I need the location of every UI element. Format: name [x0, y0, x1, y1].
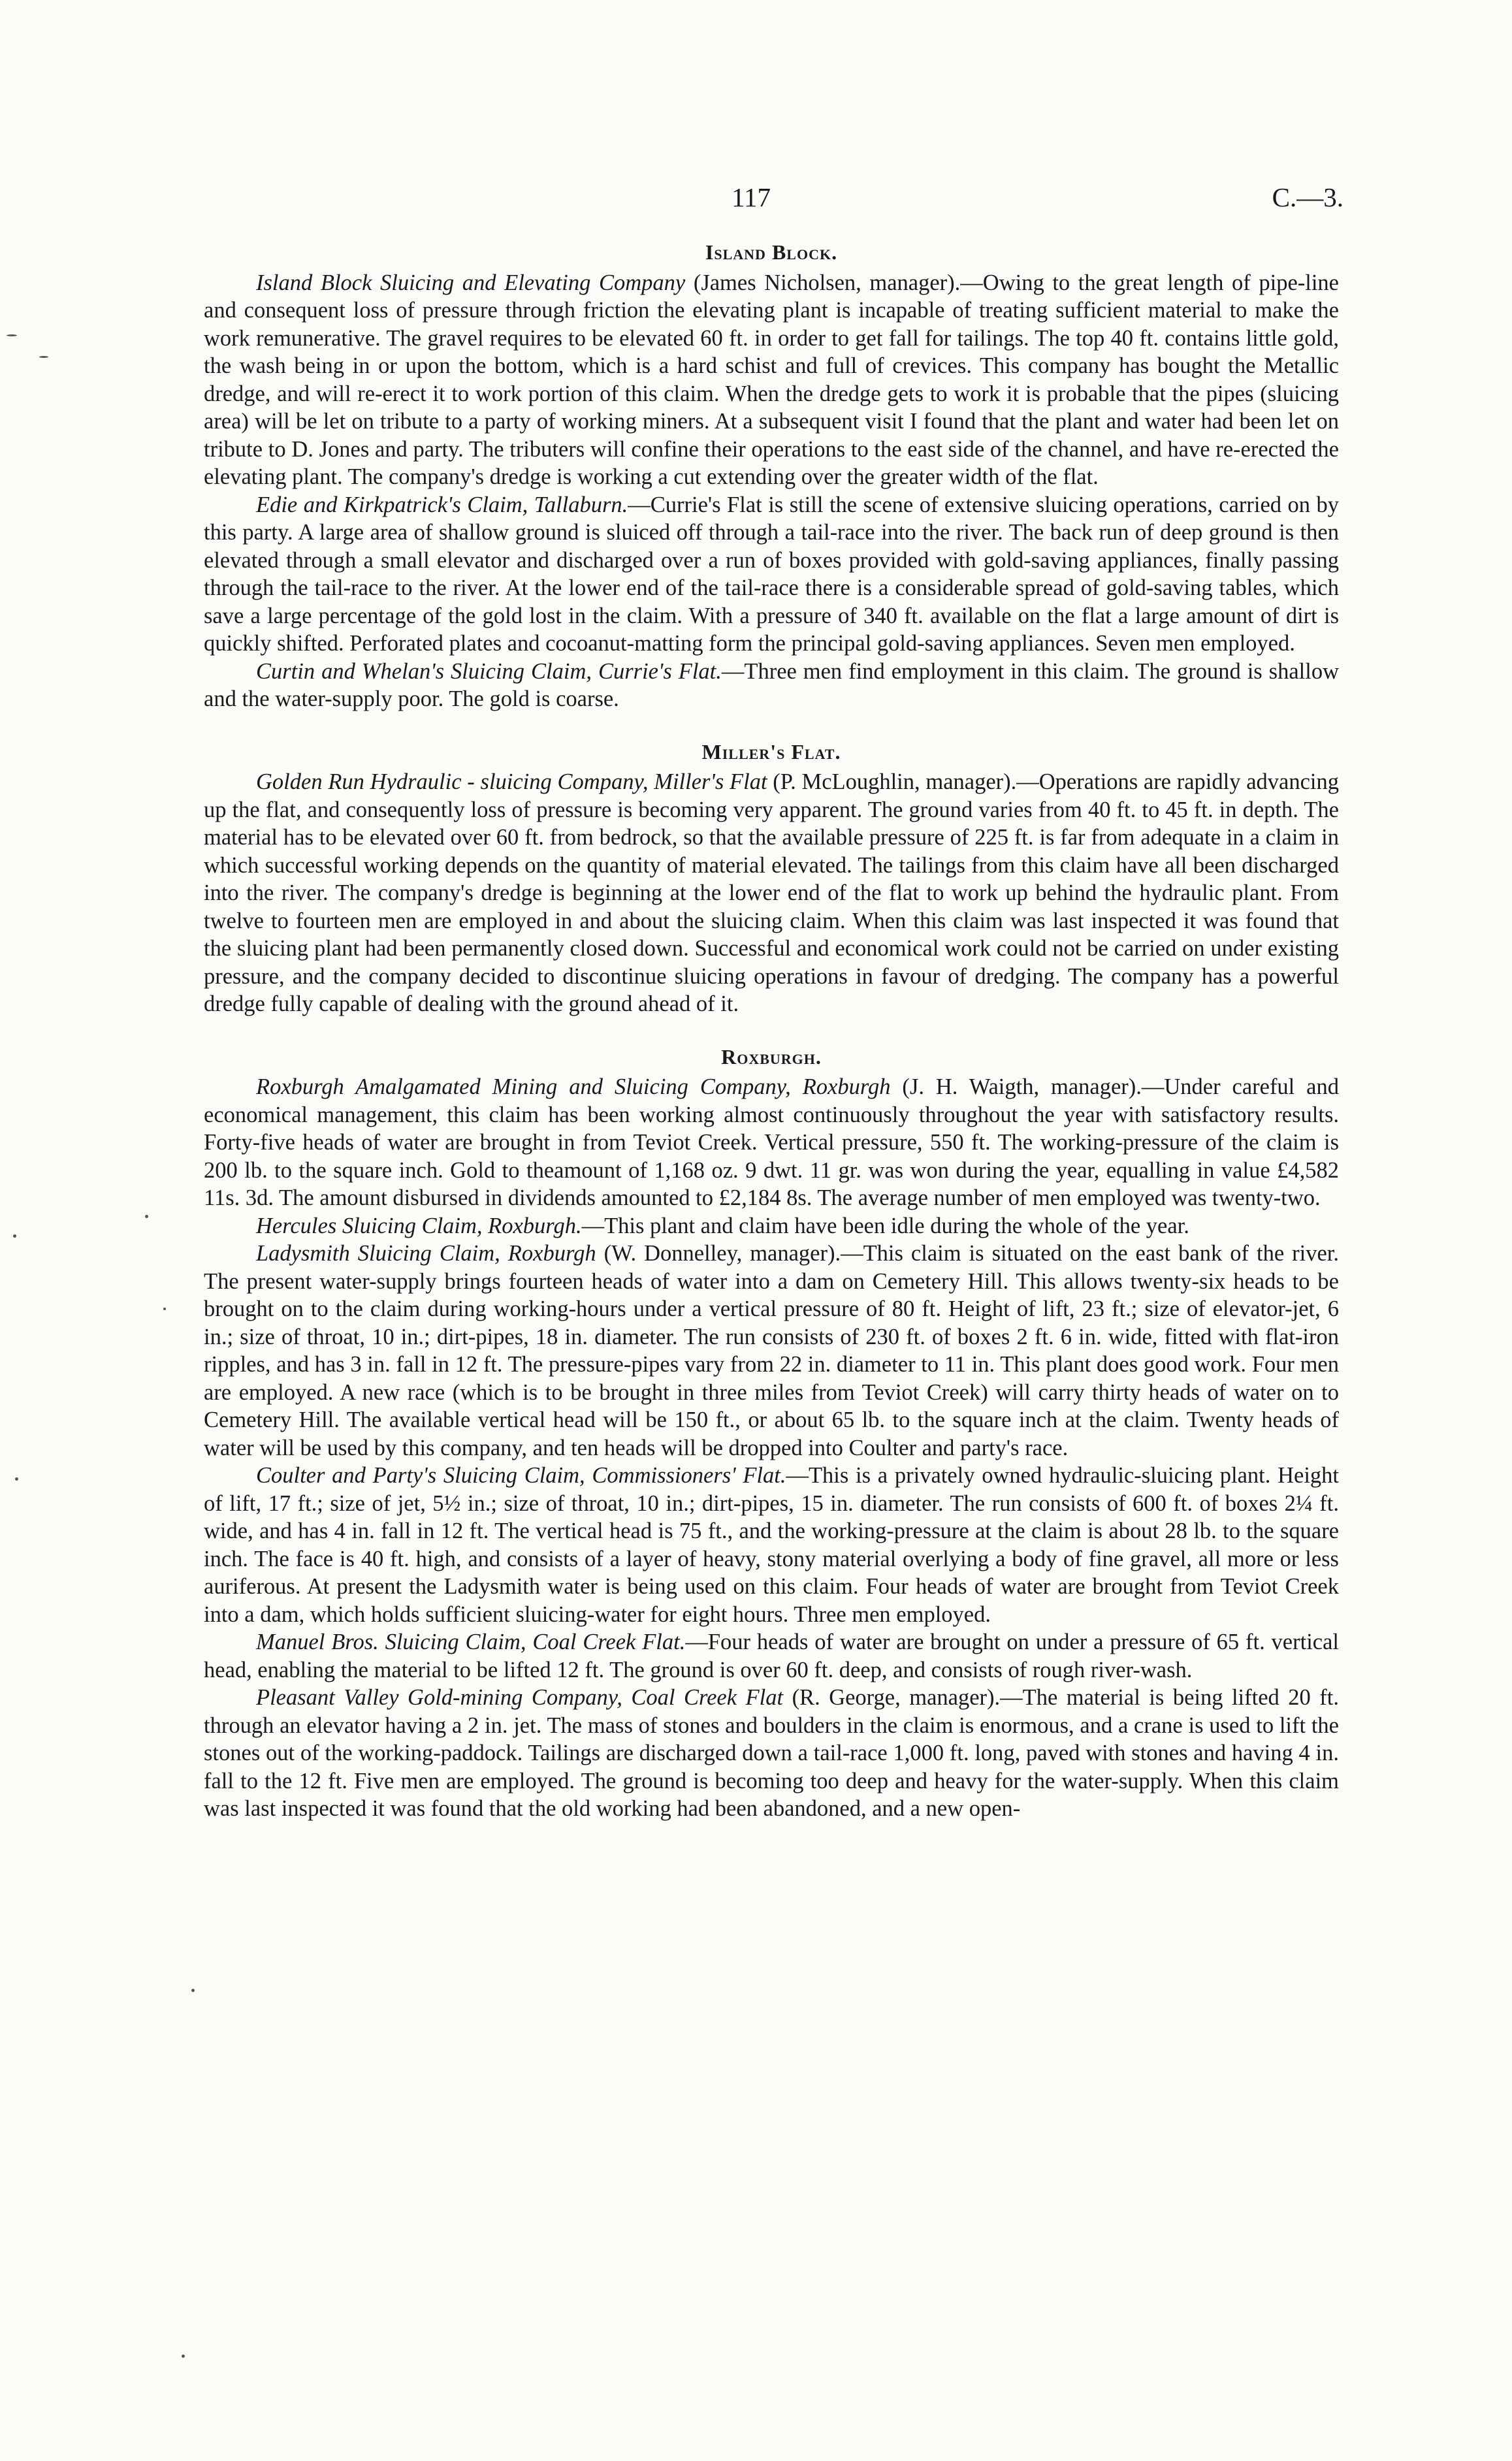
paragraph-text: (J. H. Waigth, manager).—Under careful and economical management, this claim has been working almost continuously throughout the year with satisfactory results. Forty-five heads of water are brought in from Teviot Creek. Vertical pressure, 550 ft. The working-pressure of the claim is 200 lb. to the square inch. Gold to theamount of 1,168 oz. 9 dwt. 11 gr. was won during the year, equalling in value £4,582 11s. 3d. The amount disbursed in dividends amounted to £2,184 8s. The average number of men employed was twenty-two.	[204, 1074, 1339, 1210]
page-header	[0, 182, 1512, 221]
claim-title: Coulter and Party's Sluicing Claim, Commissioners' Flat.	[256, 1463, 786, 1488]
scan-speck	[182, 2355, 185, 2358]
scan-speck	[163, 1308, 166, 1310]
paragraph-text: (James Nicholsen, manager).—Owing to the great length of pipe-line and consequent loss of pressure through friction the elevating plant is incapable of treating sufficient material to make the work remunerative. The gravel requires to be elevated 60 ft. in order to get fall for tailings. The top 40 ft. contains little gold, the wash being in or upon the bottom, which is a hard schist and full of crevices. This company has bought the Metallic dredge, and will re-erect it to work portion of this claim. When the dredge gets to work it is probable that the pipes (sluicing area) will be let on tribute to a party of working miners. At a subsequent visit I found that the plant and water had been let on tribute to D. Jones and party. The tributers will confine their operations to the east side of the channel, and have re-erected the elevating plant. The company's dredge is working a cut extending over the greater width of the flat.	[204, 270, 1339, 489]
paragraph	[204, 269, 1339, 491]
scan-speck	[7, 334, 17, 336]
paragraph	[204, 491, 1339, 658]
paragraph	[204, 1628, 1339, 1684]
claim-title: Hercules Sluicing Claim, Roxburgh.	[256, 1213, 582, 1238]
paragraph-text: —Four heads of water are brought on under a pressure of 65 ft. vertical head, enabling the material to be lifted 12 ft. The ground is over 60 ft. deep, and consists of rough river-wash.	[204, 1630, 1339, 1682]
paragraph	[204, 1240, 1339, 1462]
paragraph-text: (R. George, manager).—The material is being lifted 20 ft. through an elevator having a 2 in. jet. The mass of stones and boulders in the claim is enormous, and a crane is used to lift the stones out of the working-paddock. Tailings are discharged down a tail-race 1,000 ft. long, paved with stones and having 4 in. fall to the 12 ft. Five men are employed. The ground is becoming too deep and heavy for the water-supply. When this claim was last inspected it was found that the old working had been abandoned, and a new open-	[204, 1685, 1339, 1821]
paragraph-text: —Currie's Flat is still the scene of extensive sluicing operations, carried on by this party. A large area of shallow ground is sluiced off through a tail-race into the river. The back run of deep ground is then elevated through a small elevator and discharged over a run of boxes provided with gold-saving appliances, finally passing through the tail-race to the river. At the lower end of the tail-race there is a considerable spread of gold-saving tables, which save a large percentage of the gold lost in the claim. With a pressure of 340 ft. available on the flat a large amount of dirt is quickly shifted. Perforated plates and cocoanut-matting form the principal gold-saving appliances. Seven men employed.	[204, 492, 1339, 656]
claim-title: Edie and Kirkpatrick's Claim, Tallaburn.	[256, 492, 628, 517]
scan-speck	[39, 356, 48, 358]
scan-speck	[145, 1215, 148, 1218]
document-body	[204, 238, 1339, 1848]
scan-speck	[13, 1234, 16, 1238]
section-roxburgh	[204, 1043, 1339, 1823]
claim-title: Ladysmith Sluicing Claim, Roxburgh	[256, 1241, 596, 1266]
paragraph-text: —This plant and claim have been idle during the whole of the year.	[581, 1213, 1189, 1238]
scan-speck	[191, 1989, 195, 1992]
claim-title: Pleasant Valley Gold-mining Company, Coal Creek Flat	[256, 1685, 784, 1710]
section-heading: Roxburgh.	[721, 1044, 822, 1069]
section-island-block	[204, 238, 1339, 713]
claim-title: Curtin and Whelan's Sluicing Claim, Currie's Flat.	[256, 658, 722, 684]
paragraph-text: (W. Donnelley, manager).—This claim is situated on the east bank of the river. The present water-supply brings fourteen heads of water into a dam on Cemetery Hill. This allows twenty-six heads to be brought on to the claim during working-hours under a vertical pressure of 80 ft. Height of lift, 23 ft.; size of elevator-jet, 6 in.; size of throat, 10 in.; dirt-pipes, 18 in. diameter. The run consists of 230 ft. of boxes 2 ft. 6 in. wide, fitted with flat-iron ripples, and has 3 in. fall in 12 ft. The pressure-pipes vary from 22 in. diameter to 11 in. This plant does good work. Four men are employed. A new race (which is to be brought in three miles from Teviot Creek) will carry thirty heads of water on to Cemetery Hill. The available vertical head will be 150 ft., or about 65 lb. to the square inch at the claim. Twenty heads of water will be used by this company, and ten heads will be dropped into Coulter and party's race.	[204, 1241, 1339, 1460]
scan-speck	[15, 1477, 18, 1481]
paragraph	[204, 1212, 1339, 1240]
claim-title: Golden Run Hydraulic - sluicing Company, Miller's Flat	[256, 769, 767, 794]
claim-title: Island Block Sluicing and Elevating Company	[256, 270, 686, 295]
section-heading: Miller's Flat.	[701, 739, 841, 764]
paragraph-text: (P. McLoughlin, manager).—Operations are rapidly advancing up the flat, and consequently loss of pressure is becoming very apparent. The ground varies from 40 ft. to 45 ft. in depth. The material has to be elevated over 60 ft. from bedrock, so that the available pressure of 225 ft. is far from adequate in a claim in which successful working depends on the quantity of material elevated. The tailings from this claim have all been discharged into the river. The company's dredge is beginning at the lower end of the flat to work up behind the hydraulic plant. From twelve to fourteen men are employed in and about the sluicing claim. When this claim was last inspected it was found that the sluicing plant had been permanently closed down. Successful and economical work could not be carried on under existing pressure, and the company decided to discontinue sluicing operations in favour of dredging. The company has a powerful dredge fully capable of dealing with the ground ahead of it.	[204, 769, 1339, 1016]
paragraph	[204, 1462, 1339, 1628]
paragraph	[204, 658, 1339, 713]
page-reference: C.—3.	[1272, 182, 1343, 212]
paragraph-text: —This is a privately owned hydraulic-sluicing plant. Height of lift, 17 ft.; size of jet, 5½ in.; size of throat, 10 in.; dirt-pipes, 15 in. diameter. The run consists of 600 ft. of boxes 2¼ ft. wide, and has 4 in. fall in 12 ft. The vertical head is 75 ft., and the working-pressure at the claim is about 28 lb. to the square inch. The face is 40 ft. high, and consists of a layer of heavy, stony material overlying a body of fine gravel, all more or less auriferous. At present the Ladysmith water is being used on this claim. Four heads of water are brought from Teviot Creek into a dam, which holds sufficient sluicing-water for eight hours. Three men employed.	[204, 1463, 1339, 1627]
claim-title: Roxburgh Amalgamated Mining and Sluicing Company, Roxburgh	[256, 1074, 891, 1099]
section-millers-flat	[204, 738, 1339, 1018]
paragraph	[204, 1684, 1339, 1823]
paragraph	[204, 768, 1339, 1018]
page-number: 117	[732, 182, 771, 212]
section-heading: Island Block.	[705, 240, 838, 264]
paragraph	[204, 1073, 1339, 1212]
claim-title: Manuel Bros. Sluicing Claim, Coal Creek Flat.	[256, 1630, 686, 1654]
paragraph-text: —Three men find employment in this claim. The ground is shallow and the water-supply poor. The gold is coarse.	[204, 658, 1340, 711]
